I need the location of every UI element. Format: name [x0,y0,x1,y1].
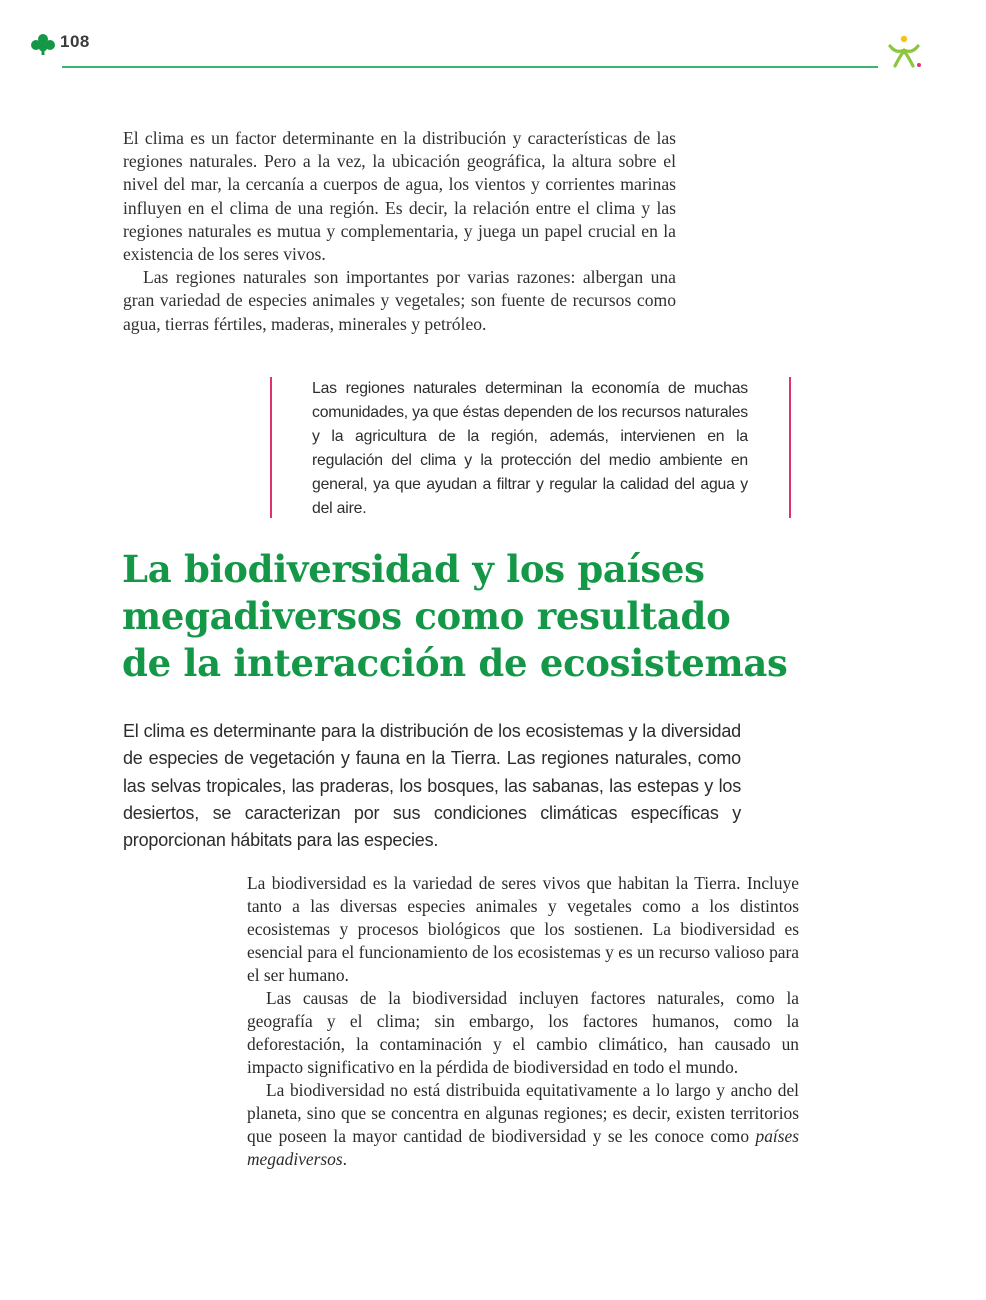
tree-cluster-icon [30,33,56,55]
section-body [247,872,799,1171]
body-paragraph-1: La biodiversidad es la variedad de seres vivos que habitan la Tierra. Incluye tanto a las diversas especies animales y vegetales como a los distintos ecosistemas y procesos biológicos que los sostienen. La biodiversidad es esencial para el funcionamiento de los ecosistemas y es un recurso valioso para el ser humano. [247,873,799,985]
page-number: 108 [60,32,90,51]
body-paragraph-3-end: . [342,1149,347,1169]
intro-paragraph-2: Las regiones naturales son importantes por varias razones: albergan una gran variedad de especies animales y vegetales; son fuente de recursos como agua, tierras fértiles, maderas, minerales y petróleo. [123,267,676,334]
body-paragraph-3 [247,1079,799,1171]
callout-text: Las regiones naturales determinan la economía de muchas comunidades, ya que éstas dependen de los recursos naturales y la agricultura de la región, además, intervienen en la regulación del clima y la protección del medio ambiente en general, ya que ayudan a filtrar y regular la calidad del agua y del aire. [312,380,748,517]
body-paragraph-3-text: La biodiversidad no está distribuida equitativamente a lo largo y ancho del planeta, sino que se concentra en algunas regiones; es decir, existen territorios que poseen la mayor cantidad de biodiversidad y se les conoce como [247,1080,799,1146]
intro-paragraph-1: El clima es un factor determinante en la distribución y características de las regiones naturales. Pero a la vez, la ubicación geográfica, la altura sobre el nivel del mar, la cercanía a cuerpos de agua, los vientos y corrientes marinas influyen en el clima de una región. Es decir, la relación entre el clima y las regiones naturales es mutua y complementaria, y juega un papel crucial en la existencia de los seres vivos. [123,128,676,265]
callout-box [270,377,791,518]
callout-left-bar [270,377,272,518]
section-title-line-1: La biodiversidad y los países [122,547,705,591]
megadiverse-countries-term: países megadiversos [247,1126,799,1169]
section-lead-paragraph: El clima es determinante para la distribución de los ecosistemas y la diversidad de especies de vegetación y fauna en la Tierra. Las regiones naturales, como las selvas tropicales, las praderas, los bosques, las sabanas, las estepas y los desiertos, se caracterizan por sus condiciones climáticas específicas y proporcionan hábitats para las especies. [123,721,741,851]
section-title-line-3: de la interacción de ecosistemas [122,641,788,685]
person-logo-icon [886,34,922,70]
callout-right-bar [789,377,791,518]
page-header [0,0,986,80]
body-paragraph-2: Las causas de la biodiversidad incluyen factores naturales, como la geografía y el clima; sin embargo, los factores humanos, como la deforestación, la contaminación y el cambio climático, han causado un impacto significativo en la pérdida de biodiversidad en todo el mundo. [247,988,799,1077]
section-title [122,546,788,687]
header-divider [62,66,878,68]
intro-paragraphs [123,127,676,336]
section-title-line-2: megadiversos como resultado [122,594,731,638]
